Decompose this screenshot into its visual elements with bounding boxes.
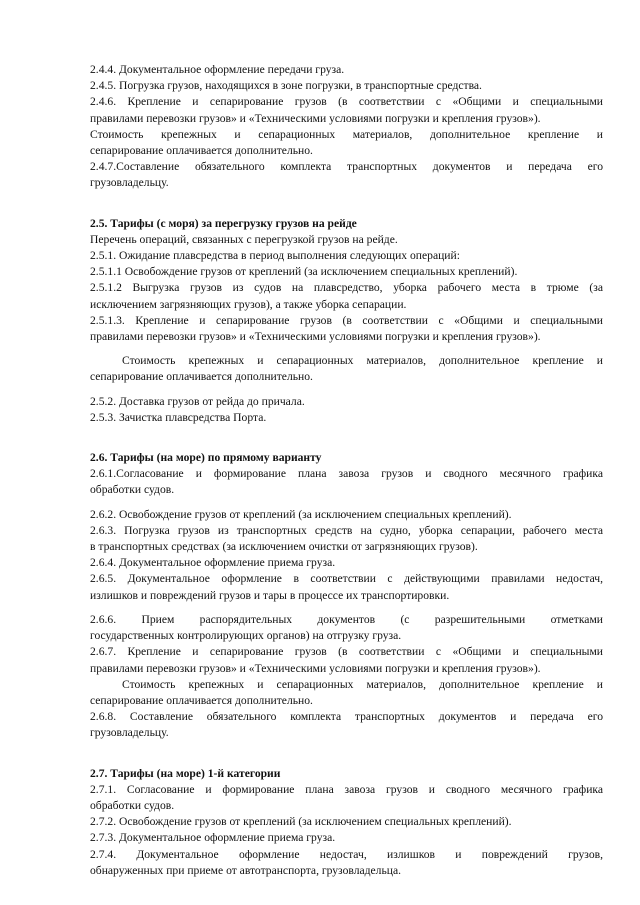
text-line: 2.5.1.2 Выгрузка грузов из судов на плавсредство, уборка рабочего места в трюме (за (90, 281, 603, 295)
paragraph-gap (90, 604, 603, 612)
text-line: излишков и повреждений грузов и тары в процессе их транспортировки. (90, 588, 450, 602)
text-line: 2.4.7.Составление обязательного комплекта транспортных документов и передача его (90, 160, 603, 174)
text-block (90, 394, 603, 426)
text-line: 2.7.4. Документальное оформление недостач, излишков и повреждений грузов, (90, 847, 603, 861)
paragraph-gap (90, 499, 603, 507)
text-line: правилами перевозки грузов» и «Техническими условиями погрузки и крепления грузов»). (90, 661, 541, 675)
text-block (90, 450, 603, 499)
text-line: 2.6.8. Составление обязательного комплекта транспортных документов и передача его (90, 710, 603, 724)
text-line: правилами перевозки грузов» и «Техническими условиями погрузки и крепления грузов»). (90, 330, 541, 344)
text-line: грузовладельцу. (90, 726, 169, 740)
text-line: 2.7.2. Освобождение грузов от креплений (за исключением специальных креплений). (90, 815, 512, 829)
text-line: грузовладельцу. (90, 176, 169, 190)
text-line: 2.4.6. Крепление и сепарирование грузов (в соответствии с «Общими и специальными (90, 95, 603, 109)
text-block (90, 507, 603, 604)
paragraph-gap (90, 192, 603, 216)
text-line: 2.6.5. Документальное оформление в соответствии с действующими правилами недостач, (90, 572, 603, 586)
text-line: 2.7.3. Документальное оформление приема груза. (90, 831, 336, 845)
text-line: 2.7.1. Согласование и формирование плана завоза грузов и сводного месячного графика (90, 782, 603, 796)
text-line: 2.6.7. Крепление и сепарирование грузов (в соответствии с «Общими и специальными (90, 645, 603, 659)
text-line: сепарирование оплачивается дополнительно. (90, 144, 313, 158)
text-line: Стоимость крепежных и сепарационных материалов, дополнительное крепление и (90, 127, 603, 141)
text-block (90, 612, 603, 742)
text-line: обработки судов. (90, 483, 175, 497)
text-line: 2.6.3. Погрузка грузов из транспортных средств на судно, уборка сепарации, рабочего места (90, 523, 603, 537)
text-line: 2.5.3. Зачистка плавсредства Порта. (90, 410, 267, 424)
document-page (90, 62, 603, 879)
text-line: государственных контролирующих органов) на отгрузку груза. (90, 629, 402, 643)
text-line: Стоимость крепежных и сепарационных материалов, дополнительное крепление и (122, 677, 603, 691)
text-line: в транспортных средствах (за исключением очистки от загрязняющих грузов). (90, 540, 478, 554)
text-line: правилами перевозки грузов» и «Техническими условиями погрузки и крепления грузов»). (90, 111, 541, 125)
text-line: 2.5.2. Доставка грузов от рейда до причала. (90, 394, 305, 408)
text-block (90, 62, 603, 192)
text-line: обработки судов. (90, 798, 175, 812)
paragraph-gap (90, 742, 603, 766)
text-line: 2.5.1. Ожидание плавсредства в период выполнения следующих операций: (90, 249, 460, 263)
text-line: 2.6.1.Согласование и формирование плана завоза грузов и сводного месячного графика (90, 467, 603, 481)
text-block (90, 353, 603, 385)
text-line: 2.6.2. Освобождение грузов от креплений (за исключением специальных креплений). (90, 507, 512, 521)
text-line: Перечень операций, связанных с перегрузкой грузов на рейде. (90, 232, 398, 246)
section-heading: 2.7. Тарифы (на море) 1-й категории (90, 766, 281, 780)
text-line: 2.6.6. Прием распорядительных документов (с разрешительными отметками (90, 612, 603, 626)
section-heading: 2.6. Тарифы (на море) по прямому варианту (90, 451, 322, 465)
text-block (90, 216, 603, 346)
text-line: обнаруженных при приеме от автотранспорта, грузовладельца. (90, 863, 401, 877)
text-line: Стоимость крепежных и сепарационных материалов, дополнительное крепление и (122, 354, 603, 368)
text-line: сепарирование оплачивается дополнительно. (90, 370, 313, 384)
section-heading: 2.5. Тарифы (с моря) за перегрузку грузов на рейде (90, 216, 357, 230)
text-line: 2.6.4. Документальное оформление приема груза. (90, 556, 336, 570)
text-line: 2.5.1.1 Освобождение грузов от креплений (за исключением специальных креплений). (90, 265, 518, 279)
text-line: 2.4.5. Погрузка грузов, находящихся в зоне погрузки, в транспортные средства. (90, 79, 482, 93)
paragraph-gap (90, 386, 603, 394)
paragraph-gap (90, 426, 603, 450)
text-line: 2.4.4. Документальное оформление передачи груза. (90, 63, 345, 76)
text-line: 2.5.1.3. Крепление и сепарирование грузов (в соответствии с «Общими и специальными (90, 313, 603, 327)
paragraph-gap (90, 345, 603, 353)
text-line: сепарирование оплачивается дополнительно. (90, 693, 313, 707)
text-line: исключением загрязняющих грузов), а также уборка сепарации. (90, 297, 407, 311)
text-block (90, 766, 603, 879)
